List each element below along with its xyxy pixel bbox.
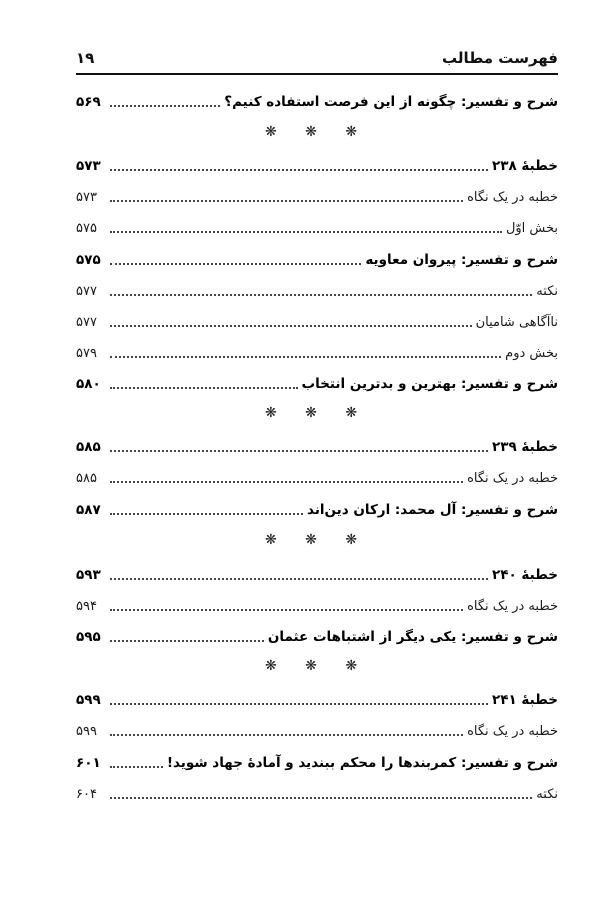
entry-page: ۵۹۵: [76, 629, 101, 645]
entry-title: خطبه در یک نگاه: [467, 189, 558, 205]
dot-leader: [110, 640, 264, 642]
toc-entry: [76, 215, 558, 241]
entry-title: شرح و تفسیر: پیروان معاویه: [365, 252, 558, 268]
section-separator: ❋ ❋ ❋: [264, 658, 370, 674]
dot-leader: [110, 105, 220, 107]
toc-entry: [76, 562, 558, 588]
entry-title: خطبه در یک نگاه: [467, 598, 558, 614]
toc-entry: [76, 153, 558, 179]
toc-entry: [76, 624, 558, 650]
entry-title: شرح و تفسیر: یکی دیگر از اشتباهات عثمان: [267, 629, 558, 645]
section-separator: ❋ ❋ ❋: [264, 405, 370, 421]
entry-title: بخش دوم: [505, 345, 558, 361]
entry-title: بخش اوّل: [505, 220, 558, 236]
entry-page: ۵۷۵: [76, 252, 101, 268]
dot-leader: [110, 481, 463, 483]
page-number: ۱۹: [76, 49, 95, 67]
toc-entry: [76, 465, 558, 491]
entry-page: ۵۸۵: [76, 439, 101, 455]
entry-title: خطبهٔ ۲۴۱: [491, 692, 558, 708]
section-separator: ❋ ❋ ❋: [264, 124, 370, 140]
entry-page: ۵۷۹: [76, 345, 97, 361]
dot-leader: [110, 294, 532, 296]
entry-title: شرح و تفسیر: چگونه از این فرصت استفاده کنیم؟: [224, 94, 558, 110]
toc-entry: [76, 278, 558, 304]
dot-leader: [110, 356, 501, 358]
entry-page: ۵۷۵: [76, 220, 97, 236]
toc-entry: [76, 340, 558, 366]
entry-title: ناآگاهی شامیان: [475, 314, 558, 330]
dot-leader: [110, 513, 303, 515]
section-separator: ❋ ❋ ❋: [264, 532, 370, 548]
toc-entry: [76, 687, 558, 713]
entry-page: ۶۰۱: [76, 755, 101, 771]
toc-entry: [76, 497, 558, 523]
dot-leader: [110, 231, 502, 233]
page-header: [76, 44, 558, 72]
toc-entry: [76, 89, 558, 115]
entry-title: نکته: [536, 283, 558, 299]
dot-leader: [110, 609, 463, 611]
entry-title: خطبهٔ ۲۴۰: [491, 567, 558, 583]
entry-title: شرح و تفسیر: کمربندها را محکم ببندید و آمادهٔ جهاد شوید!: [166, 755, 558, 771]
dot-leader: [110, 734, 463, 736]
entry-page: ۵۷۳: [76, 158, 101, 174]
entry-title: شرح و تفسیر: آل محمد: ارکان دین‌اند: [307, 502, 558, 518]
entry-page: ۵۷۷: [76, 283, 97, 299]
toc-entry: [76, 309, 558, 335]
entry-title: خطبهٔ ۲۳۹: [491, 439, 558, 455]
entry-page: ۵۷۷: [76, 314, 97, 330]
dot-leader: [110, 387, 298, 389]
entry-page: ۵۷۳: [76, 189, 97, 205]
running-title: فهرست مطالب: [442, 49, 558, 67]
toc-entry: [76, 184, 558, 210]
toc-entry: [76, 718, 558, 744]
dot-leader: [110, 766, 163, 768]
entry-page: ۶۰۴: [76, 786, 97, 802]
dot-leader: [110, 797, 532, 799]
entry-page: ۵۶۹: [76, 94, 101, 110]
dot-leader: [110, 200, 463, 202]
entry-page: ۵۸۷: [76, 502, 101, 518]
dot-leader: [110, 263, 361, 265]
dot-leader: [110, 169, 488, 171]
entry-title: نکته: [536, 786, 558, 802]
dot-leader: [110, 578, 488, 580]
toc-entry: [76, 593, 558, 619]
entry-page: ۵۸۰: [76, 376, 101, 392]
entry-page: ۵۸۵: [76, 470, 97, 486]
entry-page: ۵۹۳: [76, 567, 101, 583]
toc-entry: [76, 247, 558, 273]
toc-entry: [76, 750, 558, 776]
entry-page: ۵۹۴: [76, 598, 97, 614]
entry-page: ۵۹۹: [76, 723, 97, 739]
entry-page: ۵۹۹: [76, 692, 101, 708]
entry-title: شرح و تفسیر: بهترین و بدترین انتخاب: [301, 376, 558, 392]
entry-title: خطبهٔ ۲۳۸: [491, 158, 558, 174]
toc-entry: [76, 371, 558, 397]
entry-title: خطبه در یک نگاه: [467, 723, 558, 739]
dot-leader: [110, 450, 488, 452]
toc-entry: [76, 434, 558, 460]
entry-title: خطبه در یک نگاه: [467, 470, 558, 486]
toc-entry: [76, 781, 558, 807]
dot-leader: [110, 703, 488, 705]
header-rule: [76, 73, 558, 75]
dot-leader: [110, 325, 472, 327]
